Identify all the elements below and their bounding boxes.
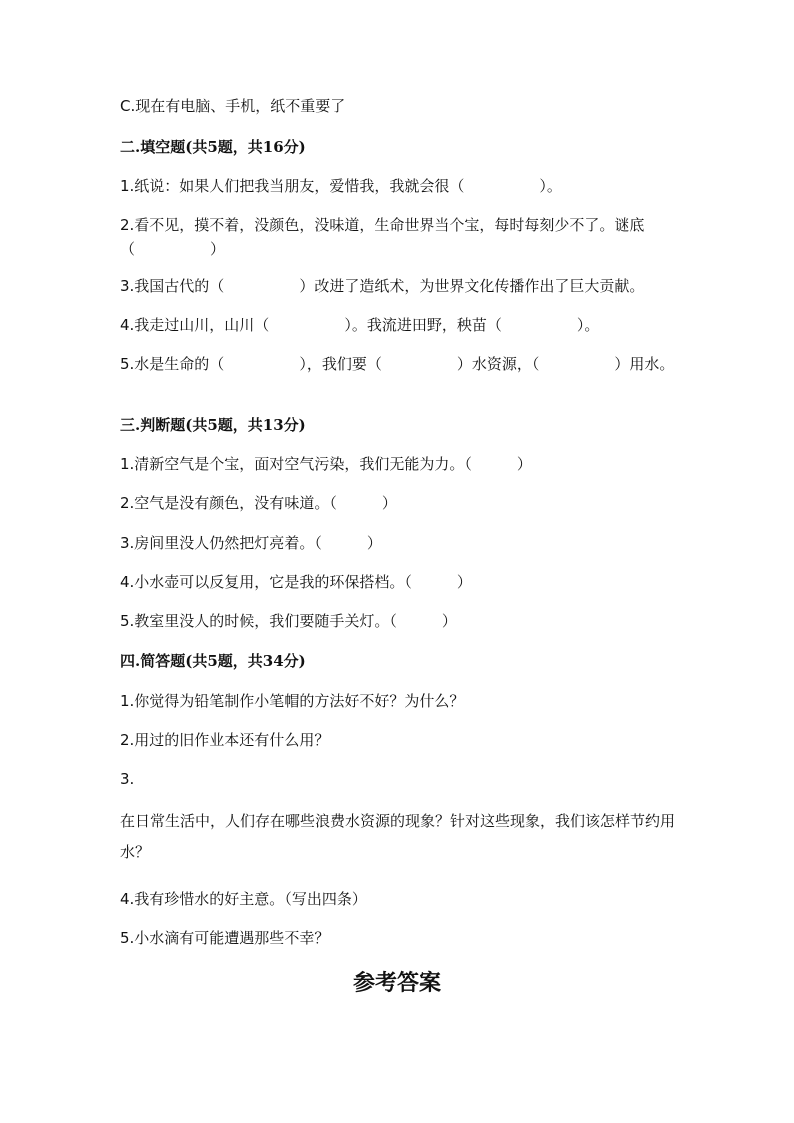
short-question-3-text: 在日常生活中，人们存在哪些浪费水资源的现象？针对这些现象，我们该怎样节约用水？ <box>120 812 676 861</box>
short-question-4: 4.我有珍惜水的好主意。（写出四条） <box>120 890 367 908</box>
section-3-heading: 三.判断题(共5题，共13分) <box>120 416 306 434</box>
section-2-heading: 二.填空题(共5题，共16分) <box>120 138 306 156</box>
fill-question-3: 3.我国古代的（ ）改进了造纸术，为世界文化传播作出了巨大贡献。 <box>120 277 645 295</box>
judge-question-5: 5.教室里没人的时候，我们要随手关灯。（ ） <box>120 612 457 630</box>
fill-question-2: 2.看不见，摸不着，没颜色，没味道，生命世界当个宝，每时每刻少不了。谜底（ ） <box>120 216 645 258</box>
section-4-heading: 四.简答题(共5题，共34分) <box>120 652 306 670</box>
short-question-3-number: 3. <box>120 770 135 788</box>
judge-question-2: 2.空气是没有颜色，没有味道。（ ） <box>120 494 397 512</box>
judge-question-3: 3.房间里没人仍然把灯亮着。（ ） <box>120 534 382 552</box>
fill-question-5: 5.水是生命的（ ），我们要（ ）水资源，（ ）用水。 <box>120 355 675 373</box>
short-question-1: 1.你觉得为铅笔制作小笔帽的方法好不好？为什么？ <box>120 692 465 710</box>
option-c: C.现在有电脑、手机，纸不重要了 <box>120 97 346 115</box>
fill-question-4: 4.我走过山川，山川（ ）。我流进田野，秧苗（ ）。 <box>120 316 600 334</box>
answer-key-title: 参考答案 <box>352 970 441 996</box>
short-question-5: 5.小水滴有可能遭遇那些不幸？ <box>120 929 330 947</box>
fill-question-1: 1.纸说：如果人们把我当朋友，爱惜我，我就会很（ ）。 <box>120 177 562 195</box>
judge-question-4: 4.小水壶可以反复用，它是我的环保搭档。（ ） <box>120 573 472 591</box>
short-question-2: 2.用过的旧作业本还有什么用？ <box>120 731 330 749</box>
judge-question-1: 1.清新空气是个宝，面对空气污染，我们无能为力。（ ） <box>120 455 532 473</box>
